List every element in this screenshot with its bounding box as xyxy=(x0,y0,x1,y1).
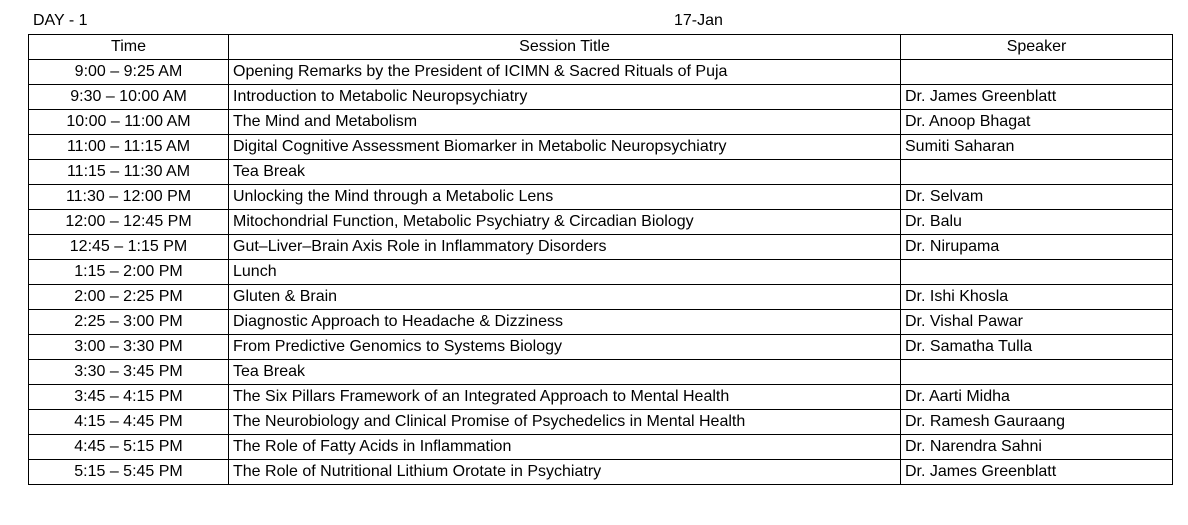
session-time: 11:15 – 11:30 AM xyxy=(29,160,229,185)
table-row xyxy=(29,110,1173,135)
table-row xyxy=(29,335,1173,360)
date-label: 17-Jan xyxy=(674,12,723,29)
session-time: 11:00 – 11:15 AM xyxy=(29,135,229,160)
session-speaker: Dr. Anoop Bhagat xyxy=(901,110,1173,135)
session-speaker: Dr. James Greenblatt xyxy=(901,460,1173,485)
table-row xyxy=(29,285,1173,310)
session-title: Diagnostic Approach to Headache & Dizziness xyxy=(229,310,901,335)
table-row xyxy=(29,85,1173,110)
session-time: 1:15 – 2:00 PM xyxy=(29,260,229,285)
session-speaker: Dr. Narendra Sahni xyxy=(901,435,1173,460)
schedule-table xyxy=(28,34,1173,485)
session-time: 2:25 – 3:00 PM xyxy=(29,310,229,335)
session-speaker: Dr. Nirupama xyxy=(901,235,1173,260)
table-row xyxy=(29,435,1173,460)
session-time: 3:30 – 3:45 PM xyxy=(29,360,229,385)
session-title: The Role of Nutritional Lithium Orotate in Psychiatry xyxy=(229,460,901,485)
session-speaker: Dr. Selvam xyxy=(901,185,1173,210)
day-label: DAY - 1 xyxy=(33,12,88,29)
table-row xyxy=(29,460,1173,485)
session-time: 2:00 – 2:25 PM xyxy=(29,285,229,310)
session-speaker: Dr. Ramesh Gauraang xyxy=(901,410,1173,435)
session-speaker xyxy=(901,260,1173,285)
session-time: 12:00 – 12:45 PM xyxy=(29,210,229,235)
session-speaker xyxy=(901,160,1173,185)
session-speaker: Dr. James Greenblatt xyxy=(901,85,1173,110)
session-time: 10:00 – 11:00 AM xyxy=(29,110,229,135)
session-time: 5:15 – 5:45 PM xyxy=(29,460,229,485)
session-time: 9:00 – 9:25 AM xyxy=(29,60,229,85)
session-time: 9:30 – 10:00 AM xyxy=(29,85,229,110)
session-speaker: Dr. Balu xyxy=(901,210,1173,235)
table-row xyxy=(29,185,1173,210)
table-row xyxy=(29,210,1173,235)
session-title: The Six Pillars Framework of an Integrated Approach to Mental Health xyxy=(229,385,901,410)
session-title: Gluten & Brain xyxy=(229,285,901,310)
session-title: Lunch xyxy=(229,260,901,285)
session-speaker: Sumiti Saharan xyxy=(901,135,1173,160)
table-row xyxy=(29,235,1173,260)
session-time: 11:30 – 12:00 PM xyxy=(29,185,229,210)
session-title: Mitochondrial Function, Metabolic Psychiatry & Circadian Biology xyxy=(229,210,901,235)
session-time: 3:45 – 4:15 PM xyxy=(29,385,229,410)
table-row xyxy=(29,385,1173,410)
session-speaker: Dr. Ishi Khosla xyxy=(901,285,1173,310)
session-title: Tea Break xyxy=(229,360,901,385)
session-speaker: Dr. Aarti Midha xyxy=(901,385,1173,410)
table-row xyxy=(29,60,1173,85)
session-title: Gut–Liver–Brain Axis Role in Inflammatory Disorders xyxy=(229,235,901,260)
session-speaker: Dr. Samatha Tulla xyxy=(901,335,1173,360)
session-time: 3:00 – 3:30 PM xyxy=(29,335,229,360)
session-speaker xyxy=(901,60,1173,85)
session-time: 4:45 – 5:15 PM xyxy=(29,435,229,460)
schedule-header xyxy=(0,10,1188,32)
table-row xyxy=(29,410,1173,435)
session-time: 4:15 – 4:45 PM xyxy=(29,410,229,435)
session-title: Introduction to Metabolic Neuropsychiatry xyxy=(229,85,901,110)
session-title: Digital Cognitive Assessment Biomarker in Metabolic Neuropsychiatry xyxy=(229,135,901,160)
session-title: Opening Remarks by the President of ICIMN & Sacred Rituals of Puja xyxy=(229,60,901,85)
table-row xyxy=(29,260,1173,285)
table-header-row xyxy=(29,35,1173,60)
column-header-speaker: Speaker xyxy=(901,35,1173,60)
session-time: 12:45 – 1:15 PM xyxy=(29,235,229,260)
table-row xyxy=(29,360,1173,385)
session-title: From Predictive Genomics to Systems Biology xyxy=(229,335,901,360)
session-title: The Mind and Metabolism xyxy=(229,110,901,135)
table-row xyxy=(29,310,1173,335)
column-header-title: Session Title xyxy=(229,35,901,60)
session-title: Tea Break xyxy=(229,160,901,185)
session-speaker: Dr. Vishal Pawar xyxy=(901,310,1173,335)
session-title: The Neurobiology and Clinical Promise of Psychedelics in Mental Health xyxy=(229,410,901,435)
session-speaker xyxy=(901,360,1173,385)
session-title: The Role of Fatty Acids in Inflammation xyxy=(229,435,901,460)
table-row xyxy=(29,160,1173,185)
session-title: Unlocking the Mind through a Metabolic Lens xyxy=(229,185,901,210)
column-header-time: Time xyxy=(29,35,229,60)
table-row xyxy=(29,135,1173,160)
